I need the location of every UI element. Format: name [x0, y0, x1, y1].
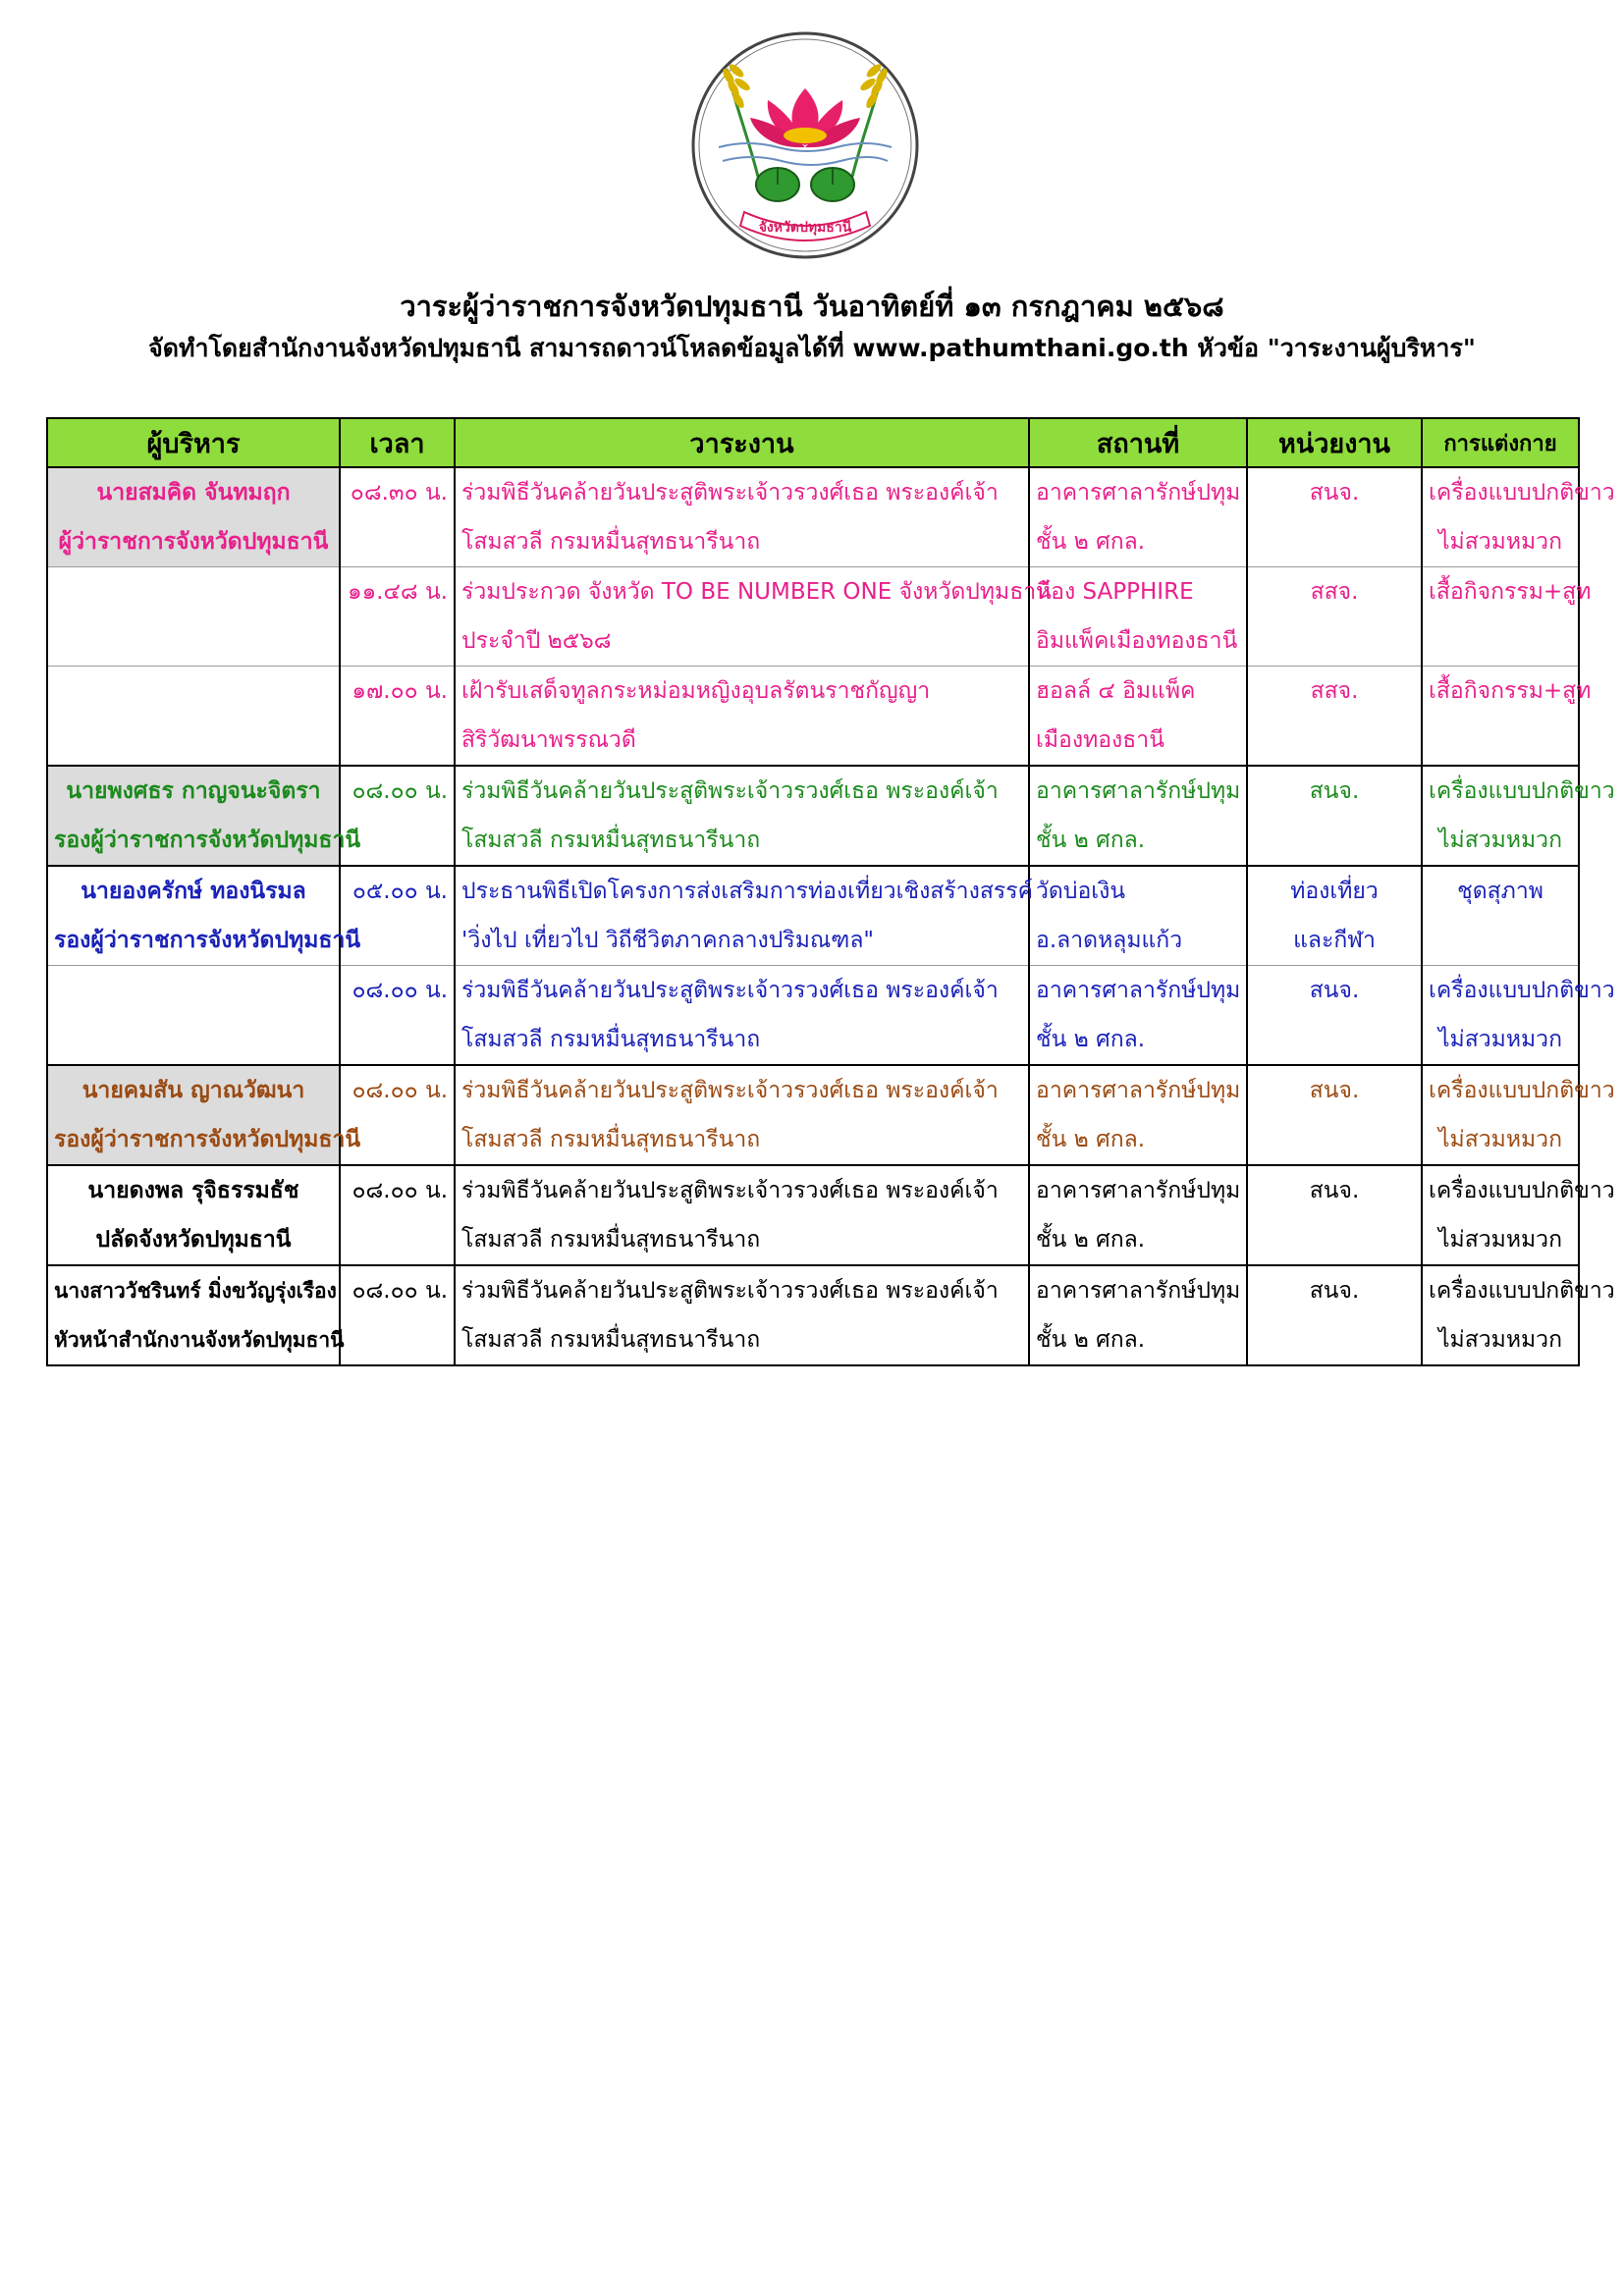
dress-line-2: ไม่สวมหมวก: [1437, 1327, 1562, 1353]
col-header-place: สถานที่: [1029, 418, 1247, 467]
unit-line-1: สนจ.: [1309, 1278, 1360, 1304]
col-header-dress: การแต่งกาย: [1422, 418, 1579, 467]
exec-title: หัวหน้าสำนักงานจังหวัดปทุมธานี: [54, 1328, 345, 1352]
dress-cell: [1422, 1065, 1615, 1165]
place-cell: [1029, 1265, 1247, 1365]
table-row: [47, 766, 1579, 866]
unit-line-1: สนจ.: [1309, 1178, 1360, 1203]
dress-line-2: [1429, 716, 1572, 765]
exec-name: [54, 667, 333, 716]
dress-line-1: เครื่องแบบปกติขาว: [1429, 1178, 1615, 1203]
unit-cell: [1247, 1265, 1422, 1365]
executive-cell: [47, 1265, 345, 1365]
executive-cell: [47, 1165, 340, 1265]
dress-cell: [1422, 567, 1592, 667]
exec-name: [54, 567, 333, 616]
dress-line-2: ไม่สวมหมวก: [1437, 529, 1562, 555]
agenda-line-2: โสมสวลี กรมหมื่นสุทธนารีนาถ: [461, 1027, 761, 1052]
agenda-cell: [455, 766, 1029, 866]
col-header-executive: ผู้บริหาร: [47, 418, 340, 467]
exec-title: รองผู้ว่าราชการจังหวัดปทุมธานี: [54, 828, 361, 853]
unit-cell: [1247, 866, 1422, 966]
logo-caption: จังหวัดปทุมธานี: [758, 220, 852, 236]
agenda-line-1: ร่วมพิธีวันคล้ายวันประสูติพระเจ้าวรวงศ์เธอ พระองค์เจ้า: [461, 1178, 999, 1203]
unit-cell: [1247, 567, 1422, 667]
table-row: [47, 467, 1579, 567]
place-cell: [1029, 667, 1247, 767]
dress-line-1: เสื้อกิจกรรม+สูท: [1429, 579, 1592, 605]
dress-line-1: เสื้อกิจกรรม+สูท: [1429, 678, 1592, 704]
place-line-1: วัดบ่อเงิน: [1036, 879, 1126, 904]
dress-line-2: ไม่สวมหมวก: [1437, 1227, 1562, 1253]
time-cell: ๐๘.๐๐ น.: [340, 966, 455, 1066]
place-cell: [1029, 766, 1247, 866]
place-cell: [1029, 567, 1247, 667]
exec-title: ผู้ว่าราชการจังหวัดปทุมธานี: [58, 529, 329, 555]
agenda-line-1: ร่วมพิธีวันคล้ายวันประสูติพระเจ้าวรวงศ์เธอ พระองค์เจ้า: [461, 480, 999, 506]
agenda-line-2: สิริวัฒนาพรรณวดี: [461, 727, 636, 753]
table-row: [47, 667, 1579, 767]
time-cell: ๐๘.๐๐ น.: [340, 766, 455, 866]
place-line-1: อาคารศาลารักษ์ปทุม: [1036, 480, 1241, 506]
agenda-cell: [455, 1165, 1029, 1265]
place-line-1: อาคารศาลารักษ์ปทุม: [1036, 1178, 1241, 1203]
place-line-2: อิมแพ็คเมืองทองธานี: [1036, 628, 1238, 654]
exec-title: ปลัดจังหวัดปทุมธานี: [95, 1227, 292, 1253]
time-cell: ๑๑.๔๘ น.: [340, 567, 455, 667]
unit-line-1: สนจ.: [1309, 480, 1360, 506]
place-line-2: เมืองทองธานี: [1036, 727, 1164, 753]
time-cell: ๐๘.๐๐ น.: [340, 1265, 455, 1365]
place-line-2: ชั้น ๒ ศกล.: [1036, 828, 1146, 853]
time-cell: ๐๘.๐๐ น.: [340, 1065, 455, 1165]
dress-line-1: เครื่องแบบปกติขาว: [1429, 1078, 1615, 1103]
unit-line-2: [1254, 816, 1415, 865]
agenda-line-2: ประจำปี ๒๕๖๘: [461, 628, 612, 654]
unit-line-1: สนจ.: [1309, 978, 1360, 1003]
executive-cell: [47, 966, 340, 1066]
page-subtitle: จัดทำโดยสำนักงานจังหวัดปทุมธานี สามารถดาวน์โหลดข้อมูลได้ที่ www.pathumthani.go.th หัวข้อ "วาระงานผู้บริหาร": [148, 334, 1476, 362]
dress-line-2: ไม่สวมหมวก: [1437, 828, 1562, 853]
place-line-2: อ.ลาดหลุมแก้ว: [1036, 928, 1183, 953]
unit-cell: [1247, 966, 1422, 1066]
dress-line-2: [1429, 616, 1572, 666]
place-line-1: อาคารศาลารักษ์ปทุม: [1036, 1278, 1241, 1304]
province-seal-logo: [689, 29, 921, 261]
col-header-agenda: วาระงาน: [455, 418, 1029, 467]
executive-cell: [47, 667, 340, 767]
agenda-line-2: โสมสวลี กรมหมื่นสุทธนารีนาถ: [461, 1327, 761, 1353]
agenda-table: [46, 417, 1615, 1366]
place-line-1: อาคารศาลารักษ์ปทุม: [1036, 978, 1241, 1003]
executive-cell: [47, 866, 361, 966]
place-line-2: ชั้น ๒ ศกล.: [1036, 1327, 1146, 1353]
agenda-line-1: ร่วมพิธีวันคล้ายวันประสูติพระเจ้าวรวงศ์เธอ พระองค์เจ้า: [461, 1078, 999, 1103]
agenda-line-2: โสมสวลี กรมหมื่นสุทธนารีนาถ: [461, 1127, 761, 1152]
time-cell: ๑๗.๐๐ น.: [340, 667, 455, 767]
agenda-line-1: ร่วมประกวด จังหวัด TO BE NUMBER ONE จังหวัดปทุมธานี: [461, 579, 1052, 605]
dress-line-2: ไม่สวมหมวก: [1437, 1027, 1562, 1052]
unit-cell: [1247, 467, 1422, 567]
agenda-line-1: ร่วมพิธีวันคล้ายวันประสูติพระเจ้าวรวงศ์เธอ พระองค์เจ้า: [461, 778, 999, 804]
unit-cell: [1247, 1065, 1422, 1165]
agenda-cell: [455, 1065, 1029, 1165]
unit-cell: [1247, 667, 1422, 767]
unit-cell: [1247, 766, 1422, 866]
table-row: [47, 966, 1579, 1066]
table-row: [47, 1165, 1579, 1265]
dress-line-1: เครื่องแบบปกติขาว: [1429, 778, 1615, 804]
exec-name: นายดงพล รุจิธรรมธัช: [87, 1178, 299, 1203]
agenda-cell: [455, 467, 1029, 567]
table-row: [47, 1265, 1579, 1365]
agenda-line-2: โสมสวลี กรมหมื่นสุทธนารีนาถ: [461, 828, 761, 853]
unit-line-2: [1254, 1315, 1415, 1364]
exec-name: นายองครักษ์ ทองนิรมล: [81, 879, 306, 904]
time-cell: ๐๘.๐๐ น.: [340, 1165, 455, 1265]
executive-cell: [47, 567, 340, 667]
place-line-2: ชั้น ๒ ศกล.: [1036, 1127, 1146, 1152]
unit-line-1: สนจ.: [1309, 1078, 1360, 1103]
dress-line-1: ชุดสุภาพ: [1457, 879, 1543, 904]
exec-title: [54, 716, 333, 765]
dress-cell: [1422, 966, 1615, 1066]
agenda-line-1: ร่วมพิธีวันคล้ายวันประสูติพระเจ้าวรวงศ์เธอ พระองค์เจ้า: [461, 978, 999, 1003]
place-line-1: อาคารศาลารักษ์ปทุม: [1036, 778, 1241, 804]
unit-line-2: [1254, 517, 1415, 566]
table-row: [47, 866, 1579, 966]
agenda-cell: [455, 866, 1033, 966]
page-title: วาระผู้ว่าราชการจังหวัดปทุมธานี วันอาทิตย์ที่ ๑๓ กรกฎาคม ๒๕๖๘: [400, 290, 1224, 323]
agenda-line-1: เฝ้ารับเสด็จทูลกระหม่อมหญิงอุบลรัตนราชกัญญา: [461, 678, 931, 704]
exec-title: รองผู้ว่าราชการจังหวัดปทุมธานี: [54, 1127, 361, 1152]
table-row: [47, 1065, 1579, 1165]
exec-title: [54, 1015, 333, 1064]
unit-cell: [1247, 1165, 1422, 1265]
unit-line-2: [1254, 1215, 1415, 1264]
col-header-unit: หน่วยงาน: [1247, 418, 1422, 467]
agenda-cell: [455, 567, 1052, 667]
place-cell: [1029, 1065, 1247, 1165]
place-line-1: อาคารศาลารักษ์ปทุม: [1036, 1078, 1241, 1103]
place-line-1: ห้อง SAPPHIRE: [1036, 579, 1194, 605]
unit-line-1: สนจ.: [1309, 778, 1360, 804]
exec-name: นายคมสัน ญาณวัฒนา: [81, 1078, 305, 1103]
agenda-line-2: โสมสวลี กรมหมื่นสุทธนารีนาถ: [461, 529, 761, 555]
exec-title: รองผู้ว่าราชการจังหวัดปทุมธานี: [54, 928, 361, 953]
place-cell: [1029, 467, 1247, 567]
place-line-2: ชั้น ๒ ศกล.: [1036, 529, 1146, 555]
exec-name: [54, 966, 333, 1015]
dress-cell: [1422, 667, 1592, 767]
unit-line-2: [1254, 716, 1415, 765]
table-header-row: [47, 418, 1579, 467]
executive-cell: [47, 467, 340, 567]
place-line-2: ชั้น ๒ ศกล.: [1036, 1027, 1146, 1052]
agenda-cell: [455, 966, 1029, 1066]
exec-name: นายสมคิด จันทมฤก: [96, 480, 291, 506]
dress-cell: [1422, 1265, 1615, 1365]
unit-line-1: สสจ.: [1310, 678, 1359, 704]
dress-cell: [1422, 866, 1579, 966]
dress-cell: [1422, 766, 1615, 866]
place-line-2: ชั้น ๒ ศกล.: [1036, 1227, 1146, 1253]
time-cell: ๐๕.๐๐ น.: [340, 866, 455, 966]
dress-cell: [1422, 467, 1615, 567]
agenda-line-2: 'วิ่งไป เที่ยวไป วิถีชีวิตภาคกลางปริมณฑล": [461, 928, 874, 953]
place-cell: [1029, 1165, 1247, 1265]
agenda-cell: [455, 667, 1029, 767]
unit-line-2: [1254, 1115, 1415, 1164]
dress-line-1: เครื่องแบบปกติขาว: [1429, 978, 1615, 1003]
place-line-1: ฮอลล์ ๔ อิมแพ็ค: [1036, 678, 1196, 704]
time-cell: ๐๘.๓๐ น.: [340, 467, 455, 567]
dress-line-1: เครื่องแบบปกติขาว: [1429, 480, 1615, 506]
agenda-line-1: ประธานพิธีเปิดโครงการส่งเสริมการท่องเที่ยวเชิงสร้างสรรค์: [461, 879, 1033, 904]
dress-cell: [1422, 1165, 1615, 1265]
col-header-time: เวลา: [340, 418, 455, 467]
unit-line-1: สสจ.: [1310, 579, 1359, 605]
unit-line-1: ท่องเที่ยว: [1290, 879, 1379, 904]
dress-line-2: [1429, 916, 1572, 965]
unit-line-2: [1254, 616, 1415, 666]
place-cell: [1029, 966, 1247, 1066]
table-row: [47, 567, 1579, 667]
dress-line-2: ไม่สวมหมวก: [1437, 1127, 1562, 1152]
agenda-line-1: ร่วมพิธีวันคล้ายวันประสูติพระเจ้าวรวงศ์เธอ พระองค์เจ้า: [461, 1278, 999, 1304]
unit-line-2: [1254, 1015, 1415, 1064]
exec-title: [54, 616, 333, 666]
agenda-line-2: โสมสวลี กรมหมื่นสุทธนารีนาถ: [461, 1227, 761, 1253]
unit-line-2: และกีฬา: [1293, 928, 1376, 953]
executive-cell: [47, 1065, 361, 1165]
place-cell: [1029, 866, 1247, 966]
dress-line-1: เครื่องแบบปกติขาว: [1429, 1278, 1615, 1304]
agenda-cell: [455, 1265, 1029, 1365]
exec-name: นางสาววัชรินทร์ มิ่งขวัญรุ่งเรือง: [54, 1279, 337, 1303]
exec-name: นายพงศธร กาญจนะจิตรา: [66, 778, 321, 804]
executive-cell: [47, 766, 361, 866]
